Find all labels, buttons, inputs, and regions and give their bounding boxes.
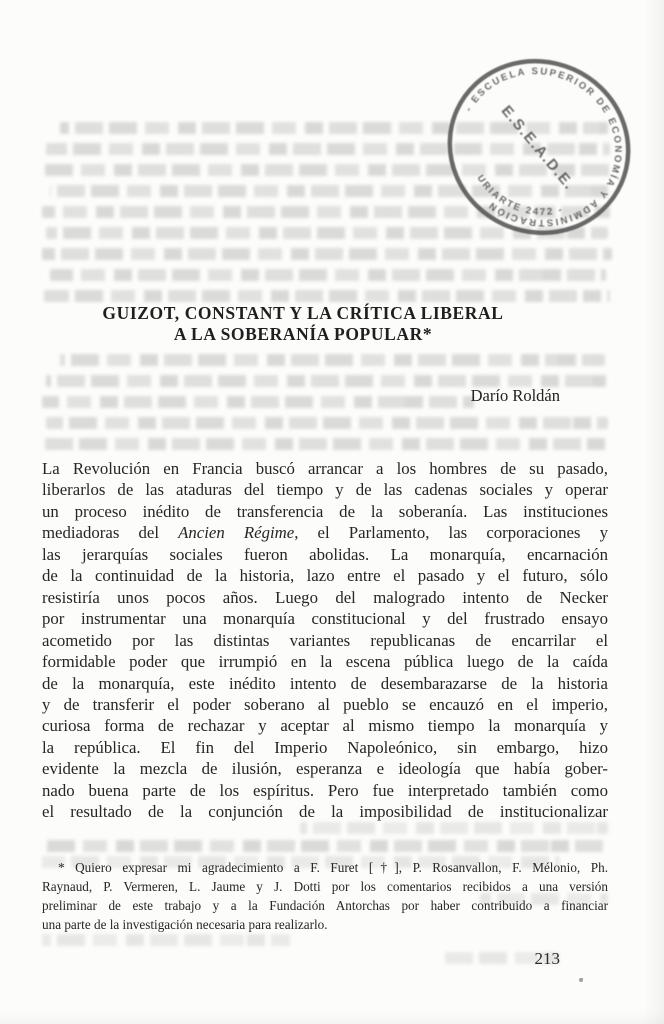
stamp-address-text: URIARTE 2472 - <box>474 173 565 218</box>
body-text-segment: , el Parlamento, las corporaciones y <box>294 523 608 543</box>
scan-edge-shadow <box>0 1010 664 1024</box>
body-text-line: y de transferir el poder soberano al pueblo se encauzó en el imperio, <box>42 694 608 714</box>
article-title-line2: A LA SOBERANÍA POPULAR* <box>173 324 433 344</box>
ghost-text-line <box>42 248 612 260</box>
ghost-text-line <box>42 438 608 450</box>
footnote-line: Raynaud, P. Vermeren, L. Jaume y J. Dotti por los comentarios recibidos a una versión <box>42 879 608 894</box>
ghost-text-line <box>50 269 606 281</box>
stamp-ring-text: - ESCUELA SUPERIOR DE ECONOMÍA Y ADMINISTRACIÓN <box>463 66 624 228</box>
body-text-line: resistiría unos pocos años. Luego del malogrado intento de Necker <box>42 587 608 607</box>
ghost-text-line <box>46 840 608 852</box>
article-title <box>20 303 586 345</box>
page-number: 213 <box>534 949 560 968</box>
article-body <box>42 458 608 823</box>
body-text-line: un proceso inédito de transferencia de la soberanía. Las instituciones <box>42 501 608 521</box>
ghost-text-line <box>60 354 605 366</box>
body-text-italic: Ancien Régime <box>178 523 295 543</box>
footnote <box>42 858 608 934</box>
footnote-line: preliminar de este trabajo y a la Fundación Antorchas por haber contribuido a financiar <box>42 898 608 913</box>
body-text-line: la república. El fin del Imperio Napoleónico, sin embargo, hizo <box>42 737 608 757</box>
body-text-line: curiosa forma de rechazar y aceptar al mismo tiempo la monarquía y <box>42 716 608 736</box>
body-text-segment: mediadoras del <box>42 523 179 543</box>
footnote-line: una parte de la investigación necesaria para realizarlo. <box>42 917 328 932</box>
ghost-text-line <box>46 417 608 429</box>
body-text-line: de la continuidad de la historia, lazo entre el pasado y el futuro, sólo <box>42 566 608 586</box>
body-text-line: liberarlos de las ataduras del tiempo y de las cadenas sociales y operar <box>42 480 608 500</box>
body-text-line: de la monarquía, este inédito intento de desembarazarse de la historia <box>42 673 608 693</box>
body-text-line: evidente la mezcla de ilusión, esperanza e ideología que había gober- <box>42 759 608 779</box>
footnote-line: * Quiero expresar mi agradecimiento a F. Furet [†], P. Rosanvallon, F. Mélonio, Ph. <box>58 860 608 875</box>
body-text-line: nado buena parte de los espíritus. Pero fue interpretado también como <box>42 780 608 800</box>
stamp-center-text: E.S.E.A.D.E. <box>497 102 579 194</box>
author-name: Darío Roldán <box>470 386 560 405</box>
body-text-line: las jerarquías sociales fueron abolidas. La monarquía, encarnación <box>42 544 608 564</box>
ghost-text-line <box>300 822 608 834</box>
scan-speck <box>579 978 583 982</box>
ghost-text-line <box>42 934 290 946</box>
body-text-line: acometido por las distintas variantes republicanas de encarrilar el <box>42 630 608 650</box>
body-text-line <box>42 522 608 543</box>
ghost-text-line <box>44 290 610 302</box>
body-text-line: por instrumentar una monarquía constitucional y del frustrado ensayo <box>42 609 608 629</box>
body-text-line: el resultado de la conjunción de la imposibilidad de institucionalizar <box>42 802 608 822</box>
body-text-line: formidable poder que irrumpió en la escena pública luego de la caída <box>42 652 608 672</box>
library-stamp <box>437 45 641 249</box>
article-title-line1: GUIZOT, CONSTANT Y LA CRÍTICA LIBERAL <box>102 303 504 323</box>
body-text-line: La Revolución en Francia buscó arrancar a los hombres de su pasado, <box>42 459 608 478</box>
scan-edge-shadow <box>644 0 664 1024</box>
